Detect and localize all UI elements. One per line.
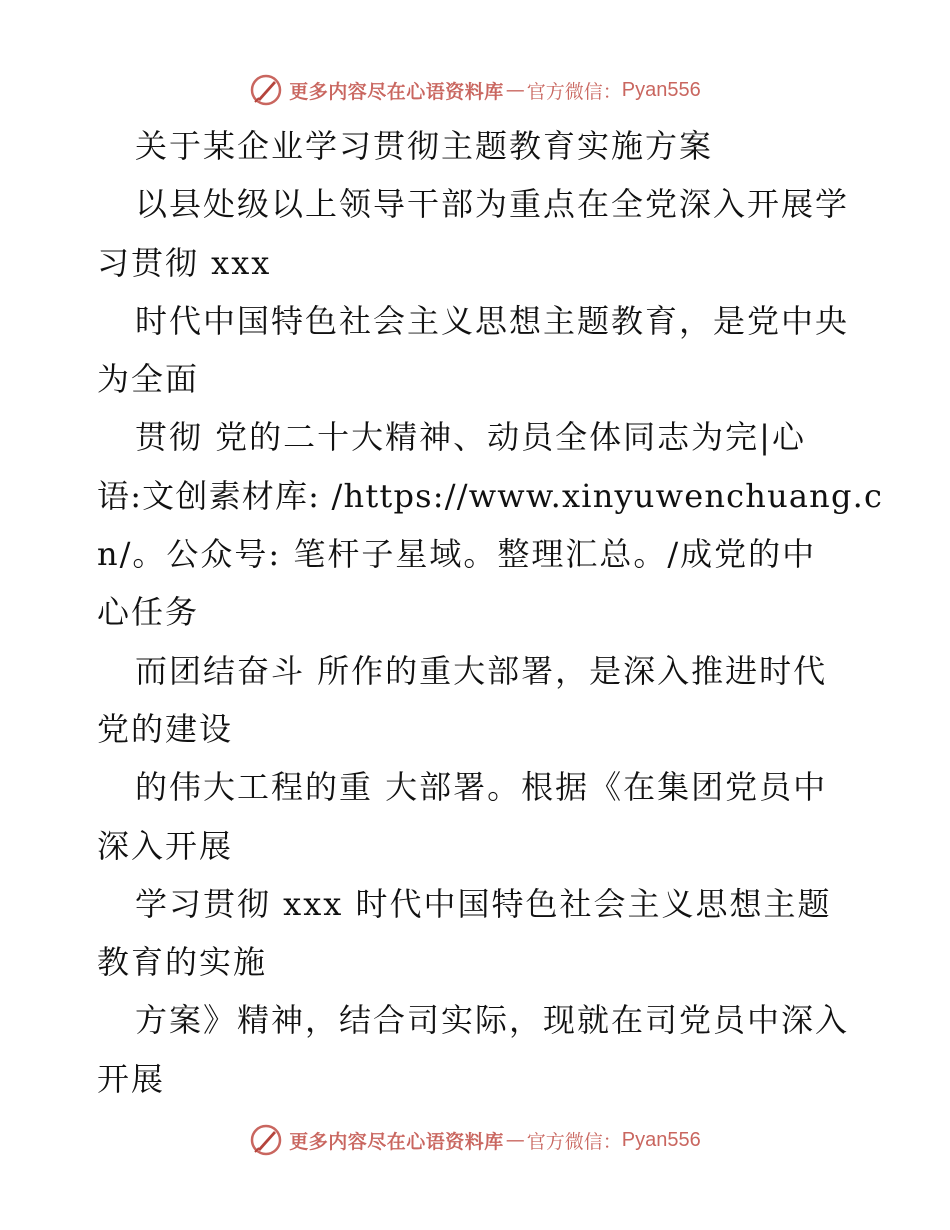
header-banner [0, 70, 950, 110]
doc-line: 时代中国特色社会主义思想主题教育，是党中央 [135, 301, 850, 340]
banner-dash: — [505, 1129, 525, 1151]
doc-line: 开展 [97, 1059, 166, 1098]
quill-logo-icon [249, 73, 283, 107]
quill-logo-icon [249, 1123, 283, 1157]
doc-line: 教育的实施 [97, 943, 268, 982]
banner-wechat-id: Pyan556 [621, 78, 701, 101]
banner-brand-text: 更多内容尽在心语资料库 [289, 1130, 504, 1153]
banner-brand-text: 更多内容尽在心语资料库 [289, 80, 504, 103]
doc-line: 为全面 [97, 360, 200, 399]
banner-dash: — [505, 79, 525, 101]
document-body [97, 117, 884, 1108]
doc-line: 方案》精神，结合司实际，现就在司党员中深入 [135, 1001, 850, 1040]
doc-line: 的伟大工程的重 大部署。根据《在集团党员中 [135, 768, 828, 807]
banner-wechat-label: 官方微信： [526, 1130, 622, 1153]
doc-line: 习贯彻 xxx [97, 243, 272, 282]
doc-line: n/。公众号: 笔杆子星域。整理汇总。/成党的中 [97, 535, 817, 574]
footer-banner [0, 1120, 950, 1160]
doc-line: 心任务 [97, 593, 200, 632]
doc-line: 党的建设 [97, 709, 234, 748]
doc-line: 深入开展 [97, 826, 234, 865]
doc-line: 学习贯彻 xxx 时代中国特色社会主义思想主题 [135, 884, 832, 923]
doc-line: 以县处级以上领导干部为重点在全党深入开展学 [135, 185, 850, 224]
banner-wechat-label: 官方微信： [526, 80, 622, 103]
doc-line: 而团结奋斗 所作的重大部署，是深入推进时代 [135, 651, 828, 690]
doc-title: 关于某企业学习贯彻主题教育实施方案 [135, 127, 714, 165]
doc-line: 语:文创素材库: /https://www.xinyuwenchuang.c [97, 476, 884, 515]
doc-line: 贯彻 党的二十大精神、动员全体同志为完|心 [135, 418, 806, 457]
banner-wechat-id: Pyan556 [621, 1128, 701, 1151]
